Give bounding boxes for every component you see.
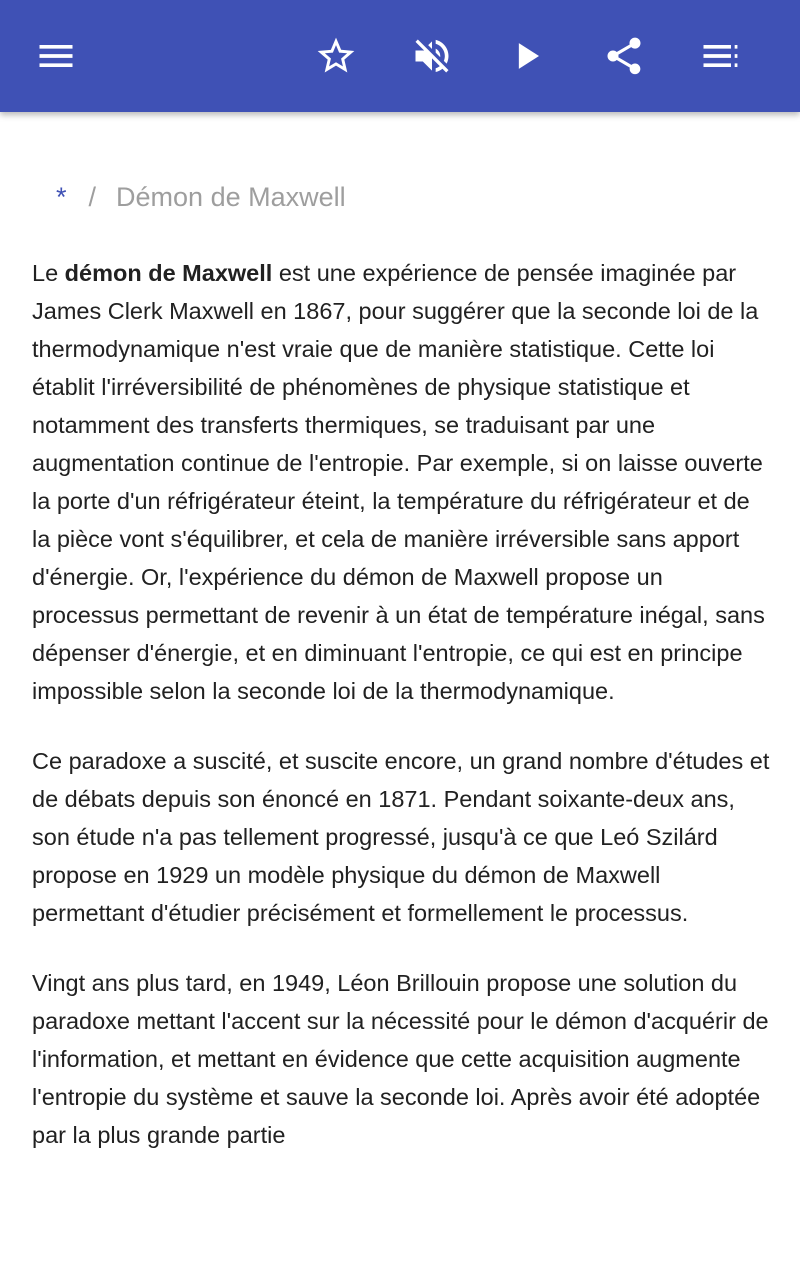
share-button[interactable] — [592, 24, 656, 88]
breadcrumb-separator: / — [88, 182, 97, 212]
breadcrumb-home-link[interactable]: * — [56, 182, 67, 212]
play-icon — [506, 34, 550, 78]
mute-button[interactable] — [400, 24, 464, 88]
star-outline-icon — [314, 34, 358, 78]
share-icon — [602, 34, 646, 78]
app-toolbar — [0, 0, 800, 112]
article-content[interactable] — [0, 112, 800, 1280]
breadcrumb — [56, 182, 346, 213]
breadcrumb-current: Démon de Maxwell — [116, 182, 346, 212]
volume-off-icon — [410, 34, 454, 78]
article-body — [32, 254, 772, 1186]
article-paragraph — [32, 254, 772, 710]
article-paragraph: Ce paradoxe a suscité, et suscite encore, un grand nombre d'études et de débats depuis son énoncé en 1871. Pendant soixante-deux ans, son étude n'a pas tellement progressé, jusqu'à ce que Leó Szilárd propose en 1929 un modèle physique du démon de Maxwell permettant d'étudier précisément et formellement le processus. — [32, 748, 770, 926]
article-subject-bold: démon de Maxwell — [64, 260, 273, 286]
article-paragraph: Vingt ans plus tard, en 1949, Léon Brillouin propose une solution du paradoxe mettant l'accent sur la nécessité pour le démon d'acquérir de l'information, et mettant en évidence que cette acquisition augmente l'entropie du système et sauve la seconde loi. Après avoir été adoptée par la plus grande partie — [32, 970, 769, 1148]
paragraph-text: Le — [32, 260, 65, 286]
menu-button[interactable] — [24, 24, 88, 88]
menu-icon — [34, 34, 78, 78]
bookmark-button[interactable] — [304, 24, 368, 88]
play-button[interactable] — [496, 24, 560, 88]
contents-button[interactable] — [688, 24, 752, 88]
paragraph-text: est une expérience de pensée imaginée par James Clerk Maxwell en 1867, pour suggérer que la seconde loi de la thermodynamique n'est vraie que de manière statistique. Cette loi établit l'irréversibilité de phénomènes de physique statistique et notamment des transferts thermiques, se traduisant par une augmentation continue de l'entropie. Par exemple, si on laisse ouverte la porte d'un réfrigérateur éteint, la température du réfrigérateur et de la pièce vont s'équilibrer, et cela de manière irréversible sans apport d'énergie. Or, l'expérience du démon de Maxwell propose un processus permettant de revenir à un état de température inégal, sans dépenser d'énergie, et en diminuant l'entropie, ce qui est en principe impossible selon la seconde loi de la thermodynamique. — [32, 260, 765, 704]
list-icon — [698, 34, 742, 78]
